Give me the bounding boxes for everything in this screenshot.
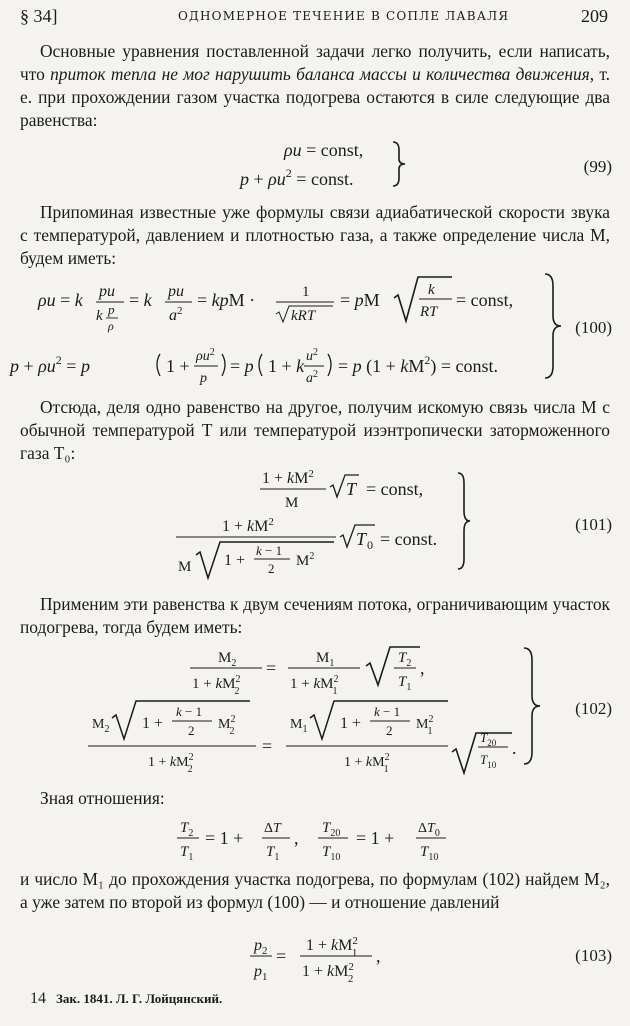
paragraph-3: Отсюда, деля одно равенство на другое, получим искомую связь числа M с обычной температурой T или температурой изэнтропически заторможенного газа T₀: [20, 397, 610, 463]
svg-text:0: 0 [367, 538, 373, 552]
svg-text:ρu2: $\rho u^2$ [196, 347, 215, 364]
svg-text:= const,: = const, [456, 290, 514, 310]
svg-text:2: 2 [268, 561, 275, 576]
svg-text:,: , [294, 828, 299, 848]
svg-text:p2: $p_2$ [254, 937, 268, 957]
page-number: 209 [581, 6, 608, 26]
svg-text:p: p [108, 302, 115, 317]
emphasis-text: приток тепла не мог нарушить баланса массы и количества движения [50, 64, 590, 84]
running-title: ОДНОМЕРНОЕ ТЕЧЕНИЕ В СОПЛЕ ЛАВАЛЯ [178, 9, 510, 23]
equation-number-103: (103) [575, 946, 612, 965]
svg-text:2: 2 [188, 723, 195, 738]
section-number: § 34] [20, 6, 58, 26]
svg-text:p + ρu2 = p: $p + \rho u^2 = p$ [10, 353, 90, 376]
svg-text:T2: $T_2$ [180, 820, 194, 839]
svg-text:ρ: ρ [108, 319, 114, 333]
svg-text:,: , [420, 658, 425, 678]
svg-text:pu: pu [168, 283, 184, 300]
equation-102 [0, 642, 630, 778]
svg-text:T10: $T_{10}$ [480, 752, 497, 770]
equation-100 [0, 268, 630, 388]
svg-text:= k: = k [129, 290, 152, 310]
svg-text:k − 1: k − 1 [176, 704, 203, 719]
equation-number-100: (100) [575, 318, 612, 337]
svg-text:= 1 +: = 1 + [205, 828, 244, 848]
svg-text:= pM: = pM [340, 290, 380, 310]
svg-text:1 + kM22: $1 + kM^2$ 2 [302, 961, 354, 985]
svg-text:1 + k: 1 + k [268, 356, 305, 376]
svg-text:T1: $T_1$ [266, 844, 280, 863]
svg-text:1 + kM2: $1 + kM^2$ [222, 516, 274, 535]
svg-text:T: T [346, 479, 357, 499]
svg-text:= 1 +: = 1 + [356, 828, 395, 848]
paragraph-5: Зная отношения: [40, 788, 165, 808]
equation-number-101: (101) [575, 515, 612, 534]
svg-text:T20: $T_{20}$ [322, 820, 341, 839]
svg-text:ΔT: ΔT [264, 821, 281, 836]
svg-text:M2: $M_2$ [218, 650, 237, 669]
svg-text:1 +: 1 + [142, 715, 164, 732]
equation-number-102: (102) [575, 699, 612, 718]
svg-text:1 + kM21: $1 + kM^2$ 1 [306, 935, 358, 959]
signature-mark: 14 [30, 990, 46, 1007]
svg-text:p + ρu2 = const.: $p + \rho u^2$ = const. [240, 166, 354, 189]
svg-text:= kpM ·: = kpM · [197, 290, 256, 310]
svg-text:=: = [262, 736, 273, 756]
svg-text:u2: $u^2$ [306, 347, 318, 364]
svg-text:T10: $T_{10}$ [322, 844, 341, 863]
svg-text:T20: $T_{20}$ [480, 730, 497, 748]
svg-text:M1: $M_1$ [290, 717, 308, 735]
equation-101 [0, 465, 630, 587]
svg-text:M: M [285, 495, 299, 511]
svg-text:T: T [356, 529, 367, 549]
svg-text:kRT: kRT [291, 308, 316, 324]
svg-text:k − 1: k − 1 [256, 543, 283, 558]
svg-text:.: . [512, 738, 517, 758]
svg-text:T10: $T_{10}$ [420, 844, 439, 863]
svg-text:1 +: 1 + [340, 715, 362, 732]
svg-text:=: = [276, 946, 287, 966]
svg-text:p1: $p_1$ [254, 963, 268, 983]
svg-text:M2: $M^2$ [296, 551, 315, 569]
svg-text:= const,: = const, [366, 479, 424, 499]
equation-103 [0, 932, 630, 984]
svg-text:T1: $T_1$ [180, 844, 194, 863]
svg-text:1 + kM22: $1 + kM^2$ 2 [192, 674, 241, 697]
footer-note [30, 990, 222, 1008]
equation-number-99: (99) [583, 157, 612, 176]
svg-text:ρu = const,: ρu = const, [284, 140, 364, 160]
printer-note: Зак. 1841. Л. Г. Лойцянский. [56, 991, 223, 1006]
svg-text:=: = [266, 658, 277, 678]
svg-text:ρu = k: ρu = k [38, 290, 83, 310]
svg-text:M22: $M^2$ 2 [218, 714, 236, 737]
svg-text:1 + kM2: $1 + kM^2$ [262, 468, 314, 487]
svg-text:pu: pu [99, 283, 115, 300]
svg-text:ΔT0: $\Delta T_0$ [418, 821, 440, 839]
svg-text:k: k [96, 308, 103, 324]
svg-text:RT: RT [420, 304, 438, 320]
svg-text:k − 1: k − 1 [374, 704, 401, 719]
svg-text:1 +: 1 + [166, 356, 190, 376]
paragraph-4: Применим эти равенства к двум сечениям потока, ограничивающим участок подогрева, тогда будем иметь: [20, 594, 610, 637]
paragraph-2: Припоминая известные уже формулы связи адиабатической скорости звука с температурой, давлением и плотностью газа, а также определение числа M, будем иметь: [20, 202, 610, 268]
svg-text:T2: $T_2$ [398, 650, 412, 669]
svg-text:1 + kM21: $1 + kM^2$ 1 [290, 674, 339, 697]
svg-text:a2: $a^2$ [306, 369, 318, 386]
svg-text:a2: $a^2$ [169, 305, 183, 324]
svg-text:2: 2 [386, 723, 393, 738]
svg-text:k: k [428, 282, 435, 298]
svg-text:M: M [178, 559, 192, 575]
svg-text:M1: $M_1$ [316, 650, 335, 669]
svg-text:1: 1 [302, 284, 310, 300]
svg-text:M2: $M_2$ [92, 717, 110, 735]
running-header [20, 6, 608, 30]
svg-text:p: p [200, 371, 207, 386]
svg-text:1 + kM22: $1 + kM^2$ 2 [148, 752, 194, 775]
equation-99 [0, 132, 630, 194]
equation-ratios [0, 816, 630, 866]
paragraph-1: Основные уравнения поставленной задачи легко получить, если написать, что приток тепла не мог нарушить баланса массы и количества движения, т. е. при прохождении газом участка подогрева остаются в силе следующие два равенства: [20, 41, 610, 130]
svg-text:T1: $T_1$ [398, 674, 412, 693]
paragraph-6: и число M₁ до прохождения участка подогрева, по формулам (102) найдем M₂, а уже затем по второй из формул (100) — и отношение давлений [20, 869, 610, 912]
svg-text:= p: = p [230, 356, 254, 376]
svg-text:= const.: = const. [380, 529, 438, 549]
svg-text:,: , [376, 946, 381, 966]
svg-text:= p (1 + kM2) = const.: = p $(1 + kM^2)$ = const. [338, 353, 498, 376]
svg-text:1 + kM21: $1 + kM^2$ 1 [344, 752, 390, 775]
svg-text:1 +: 1 + [224, 552, 246, 569]
svg-text:M21: $M^2$ 1 [416, 714, 434, 737]
